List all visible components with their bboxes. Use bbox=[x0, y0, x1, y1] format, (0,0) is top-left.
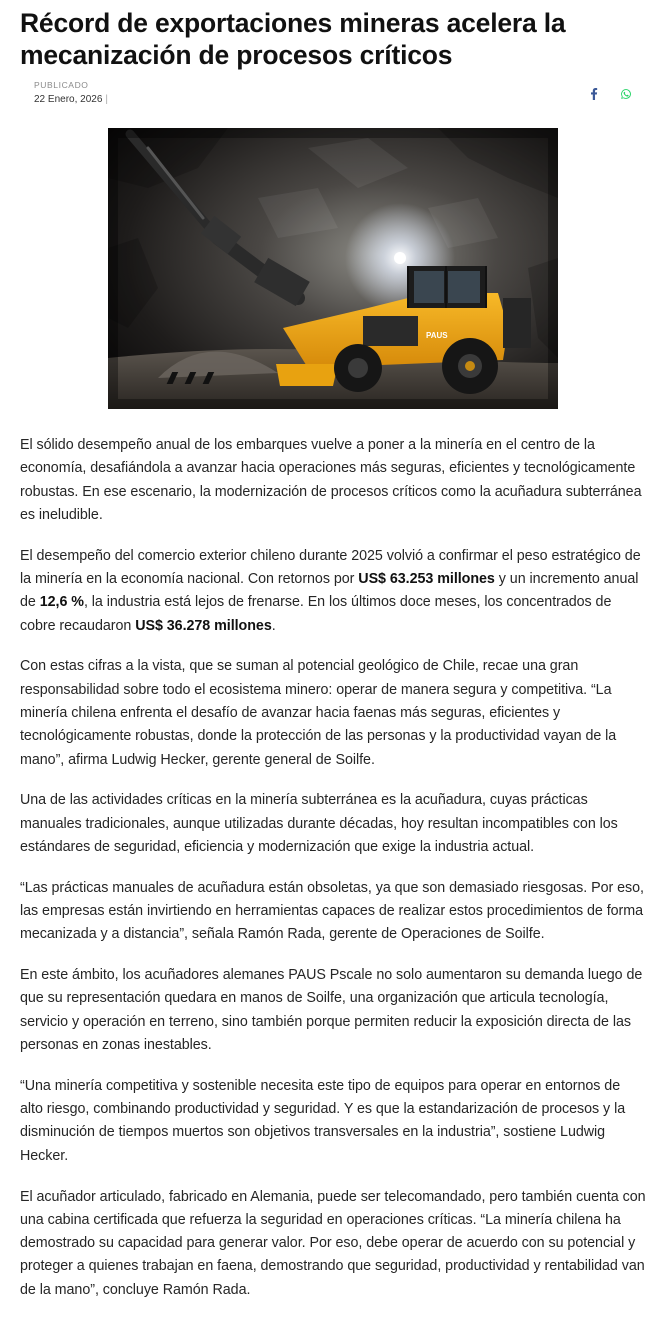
article-paragraph bbox=[20, 655, 646, 771]
paragraph-text: y un incremento anual de bbox=[20, 570, 639, 611]
article-paragraph bbox=[20, 434, 646, 527]
paragraph-text: El acuñador articulado, fabricado en Alemania, puede ser telecomandado, pero también cuenta con una cabina certificada que refuerza la seguridad en operaciones críticas. “La minería chilena ha demostrado su capacidad para generar valor. Por eso, debe operar de acuerdo con su potencial y proteger a quienes trabajan en faena, demostrando que seguridad, productividad y rentabilidad van de la mano”, concluye Ramón Rada. bbox=[20, 1188, 646, 1298]
paragraph-text: . bbox=[271, 617, 276, 634]
paragraph-text: El desempeño del comercio exterior chileno durante 2025 volvió a confirmar el peso estratégico de la minería en la economía nacional. Con retornos por bbox=[20, 547, 641, 587]
date-text: 22 Enero, 2026 bbox=[34, 94, 103, 105]
paragraph-text: “Una minería competitiva y sostenible necesita este tipo de equipos para operar en entornos de alto riesgo, combinando productividad y seguridad. Y es que la estandarización de procesos y la disminución de tiempos muertos son objetivos transversales en la industria”, sostiene Ludwig Hecker. bbox=[20, 1077, 626, 1164]
highlighted-figure: 12,6 % bbox=[39, 594, 84, 611]
published-date bbox=[34, 94, 108, 105]
hero-image bbox=[108, 128, 558, 409]
article-title: Récord de exportaciones mineras acelera la mecanización de procesos críticos bbox=[20, 8, 566, 70]
paragraph-text: Una de las actividades críticas en la minería subterránea es la acuñadura, cuyas prácticas manuales tradicionales, aunque utilizadas durante décadas, hoy resultan incompatibles con los estándares de seguridad, eficiencia y modernización que exige la industria actual. bbox=[20, 792, 618, 855]
published-label: PUBLICADO bbox=[34, 80, 89, 90]
article-paragraph bbox=[20, 964, 646, 1057]
paragraph-text: El sólido desempeño anual de los embarques vuelve a poner a la minería en el centro de la economía, desafiándola a avanzar hacia operaciones más seguras, eficientes y tecnológicamente robustas. En ese escenario, la modernización de procesos críticos como la acuñadura subterránea es ineludible. bbox=[20, 437, 642, 523]
mining-scaler-photo bbox=[108, 128, 558, 409]
paragraph-text: “Las prácticas manuales de acuñadura están obsoletas, ya que son demasiado riesgosas. Por eso, las empresas están invirtiendo en herramientas capaces de realizar estos procedimientos de forma mecanizada y a distancia”, señala Ramón Rada, gerente de Operaciones de Soilfe. bbox=[20, 879, 644, 943]
article-paragraph bbox=[20, 789, 646, 859]
paragraph-text: Con estas cifras a la vista, que se suman al potencial geológico de Chile, recae una gran responsabilidad sobre todo el ecosistema minero: operar de manera segura y competitiva. “La minería chilena enfrenta el desafío de avanzar hacia faenas más seguras, eficientes y tecnológicamente robustas, donde la protección de las personas y la productividad vayan de la mano”, afirma Ludwig Hecker, gerente general de Soilfe. bbox=[20, 658, 617, 768]
highlighted-figure: US$ 36.278 millones bbox=[135, 617, 272, 634]
whatsapp-share-button[interactable] bbox=[620, 88, 632, 100]
article-body bbox=[20, 434, 646, 1302]
whatsapp-icon bbox=[620, 88, 632, 100]
article-paragraph bbox=[20, 545, 646, 638]
article-paragraph bbox=[20, 877, 646, 947]
share-buttons bbox=[588, 88, 632, 100]
date-separator: | bbox=[105, 94, 108, 105]
facebook-icon bbox=[590, 88, 598, 100]
paragraph-text: , la industria está lejos de frenarse. En los últimos doce meses, los concentrados de cobre recaudaron bbox=[20, 594, 612, 634]
article-meta bbox=[20, 80, 646, 122]
article-paragraph bbox=[20, 1186, 646, 1302]
article-paragraph bbox=[20, 1075, 646, 1168]
machine-brand-label: PAUS bbox=[426, 331, 448, 340]
paragraph-text: En este ámbito, los acuñadores alemanes PAUS Pscale no solo aumentaron su demanda luego de que su representación quedara en manos de Soilfe, una organización que articula tecnología, servicio y operación en terreno, sino también porque permiten reducir la exposición directa de las personas en zonas inestables. bbox=[20, 967, 643, 1054]
facebook-share-button[interactable] bbox=[588, 88, 600, 100]
highlighted-figure: US$ 63.253 millones bbox=[358, 570, 495, 587]
